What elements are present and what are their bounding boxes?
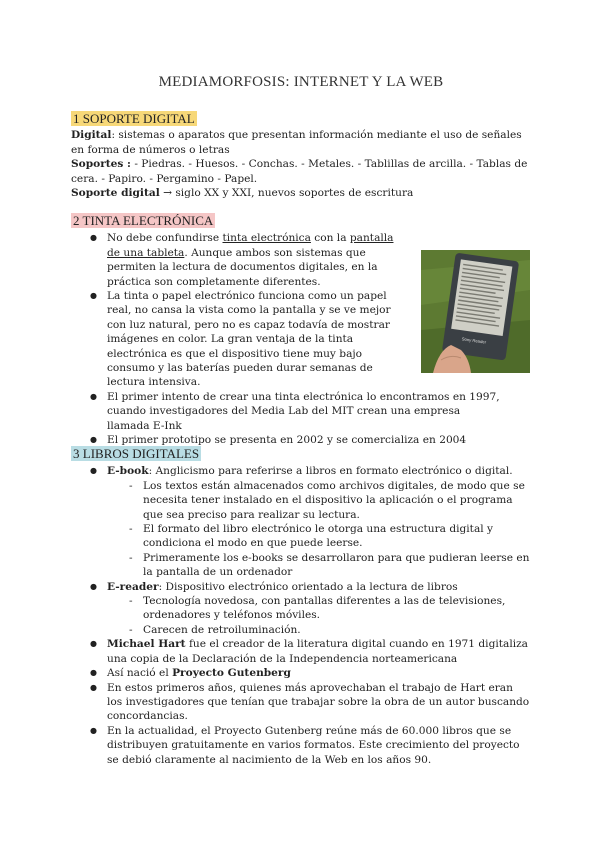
sub-item: - Los textos están almacenados como archivos digitales, de modo que se necesita tener instalado en el dispositivo la aplicación o el programa que sea preciso para realizar su lectura. <box>71 479 531 522</box>
sub-item: - Tecnología novedosa, con pantallas diferentes a las de televisiones, ordenadores y teléfonos móviles. <box>71 594 531 623</box>
list-item-ebook: ● E-book: Anglicismo para referirse a libros en formato electrónico o digital. <box>71 464 531 478</box>
section-heading-1: 1 SOPORTE DIGITAL <box>73 111 195 126</box>
definition-soporte-digital: Soporte digital → siglo XX y XXI, nuevos soportes de escritura <box>71 187 414 200</box>
list-item-hart: ● Michael Hart fue el creador de la literatura digital cuando en 1971 digitaliza una copia de la Declaración de la Independencia norteamericana <box>71 637 531 666</box>
list-item: ● En la actualidad, el Proyecto Gutenberg reúne más de 60.000 libros que se distribuyen gratuitamente en varios formatos. Este crecimiento del proyecto se debió claramente al nacimiento de la Web en los años 90. <box>71 724 531 767</box>
list-item: ● La tinta o papel electrónico funciona como un papel real, no cansa la vista como la pantalla y se ve mejor con luz natural, pero no es capaz todavía de mostrar imágenes en color. La gran ventaja de la tinta electrónica es que el dispositivo tiene muy bajo consumo y las baterías pueden durar semanas de lectura intensiva. <box>71 289 407 390</box>
sub-item: - Carecen de retroiluminación. <box>71 623 531 637</box>
list-item: ● El primer prototipo se presenta en 2002 y se comercializa en 2004 <box>71 433 531 447</box>
device-brand: Sony Reader <box>461 336 487 345</box>
list-item: ● El primer intento de crear una tinta electrónica lo encontramos en 1997, cuando investigadores del Media Lab del MIT crean una empresa llamada E-Ink <box>71 390 503 433</box>
definition-digital: Digital: sistemas o aparatos que presentan información mediante el uso de señales en forma de números o letras <box>71 129 522 156</box>
definition-soportes: Soportes : - Piedras. - Huesos. - Conchas. - Metales. - Tablillas de arcilla. - Tablas de cera. - Papiro. - Pergamino - Papel. <box>71 158 528 185</box>
section-soporte-digital <box>71 111 531 200</box>
list-item-ereader: ● E-reader: Dispositivo electrónico orientado a la lectura de libros <box>71 580 531 594</box>
section-libros-digitales <box>71 446 531 767</box>
sub-item: - Primeramente los e-books se desarrollaron para que pudieran leerse en la pantalla de un ordenador <box>71 551 531 580</box>
ereader-illustration <box>421 250 530 373</box>
list-item: ● No debe confundirse tinta electrónica con la pantalla de una tableta. Aunque ambos son sistemas que permiten la lectura de documentos digitales, en la práctica son completamente diferentes. <box>71 231 407 289</box>
section-heading-3: 3 LIBROS DIGITALES <box>73 446 200 461</box>
section-heading-2: 2 TINTA ELECTRÓNICA <box>73 213 214 228</box>
list-item-gutenberg: ● Así nació el Proyecto Gutenberg <box>71 666 531 680</box>
ereader-photo <box>421 250 530 373</box>
list-item: ● En estos primeros años, quienes más aprovechaban el trabajo de Hart eran los investigadores que tenían que trabajar sobre la obra de un autor buscando concordancias. <box>71 681 531 724</box>
sub-item: - El formato del libro electrónico le otorga una estructura digital y condiciona el modo en que puede leerse. <box>71 522 531 551</box>
libros-list <box>71 464 531 767</box>
page-title: MEDIAMORFOSIS: INTERNET Y LA WEB <box>158 74 444 90</box>
